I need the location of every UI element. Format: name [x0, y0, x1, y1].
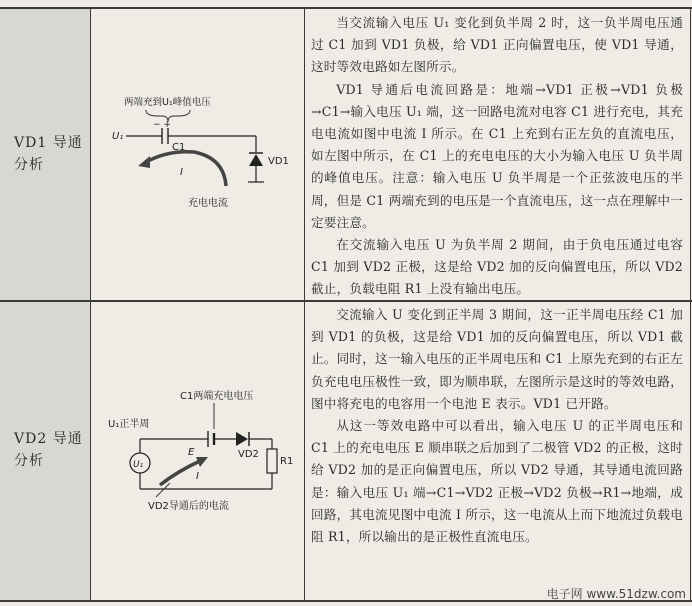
row-label-vd1: VD1 导通分析 — [14, 135, 83, 173]
current-label: I — [196, 471, 199, 482]
row-label-vd2: VD2 导通分析 — [14, 431, 83, 469]
table-right-border — [690, 8, 691, 601]
paragraph: 当交流输入电压 U₁ 变化到负半周 2 时，这一负半周电压通过 C1 加到 VD1 负极，给 VD1 正向偏置电压，使 VD1 导通，这时等效电路如左图所示。 — [311, 15, 683, 75]
cap-label: C1 — [172, 142, 186, 153]
source-label: U₁正半周 — [108, 419, 150, 430]
current-note: 充电电流 — [188, 198, 228, 209]
resistor-label: R1 — [280, 456, 294, 467]
paragraph: 在交流输入电压 U 为负半周 2 期间，由于负电压通过电容 C1 加到 VD2 正极，这是给 VD2 加的反向偏置电压，所以 VD2 截止，负载电阻 R1 上没有输出电压。 — [311, 237, 683, 297]
brace-label: 两端充到U₁峰值电压 — [124, 97, 211, 108]
input-label: U₁ — [112, 131, 124, 142]
vd1-analysis-text — [311, 12, 683, 301]
current-note: VD2导通后的电流 — [148, 501, 229, 512]
diode-vd2-icon — [236, 432, 248, 446]
current-arrow-icon — [160, 461, 200, 485]
source-symbol: U₁ — [133, 460, 144, 470]
cap-polarity: − + — [153, 120, 171, 130]
paragraph: 从这一等效电路中可以看出，输入电压 U 的正半周电压和 C1 上的充电电压 E 顺串联之后加到了二极管 VD2 的正极，这时给 VD2 加的是正向偏置电压，所以 VD2 导通，其导通电流回路是：输入电压 U₁ 端→C1→VD2 正极→VD2 负极→R1→地端，成回路，其电流见图中电流 I 所示，这一电流从上而下地流过负载电阻 R1，所以输出的是正极性直流电压。 — [311, 418, 683, 545]
current-label: I — [180, 167, 183, 178]
vd2-equivalent-circuit — [96, 385, 301, 515]
vd2-analysis-text — [311, 304, 683, 548]
top-label: C1两端充电电压 — [180, 391, 254, 402]
diode-vd2-label: VD2 — [238, 449, 259, 460]
diode-icon — [249, 154, 263, 166]
paragraph: VD1 导通后电流回路是：地端→VD1 正极→VD1 负极→C1→输入电压 U₁ 端，这一回路电流对电容 C1 进行充电，其充电电流如图中电流 I 所示。在 C1 上充到右正左负的直流电压，如左图中所示，在 C1 上的充电电压的大小为输入电压 U 负半周的峰值电压。注意：输入电压 U 负半周是一个正弦波电压的半周，但是 C1 两端充到的电压是一个直流电压，这一点在理解中一定要注意。 — [311, 81, 683, 230]
vd1-equivalent-circuit — [96, 90, 296, 220]
e-label: E — [188, 447, 195, 458]
col-divider-2 — [304, 8, 305, 601]
resistor-icon — [267, 449, 277, 473]
current-arrow-icon — [146, 152, 226, 186]
table-top-border — [0, 7, 692, 9]
watermark-logo: 电子网 www.51dzw.com — [546, 587, 686, 601]
col-divider-1 — [90, 8, 91, 601]
diode-label: VD1 — [268, 156, 289, 167]
paragraph: 交流输入 U 变化到正半周 3 期间，这一正半周电压经 C1 加到 VD1 的负极，这是给 VD1 加的反向偏置电压，所以 VD1 截止。同时，这一输入电压的正半周电压和 C1 上原先充到的右正左负充电电压极性一致，即为顺串联，左图所示是这时的等效电路，图中将充电的电容用一个电池 E 表示。VD1 已开路。 — [311, 307, 683, 411]
